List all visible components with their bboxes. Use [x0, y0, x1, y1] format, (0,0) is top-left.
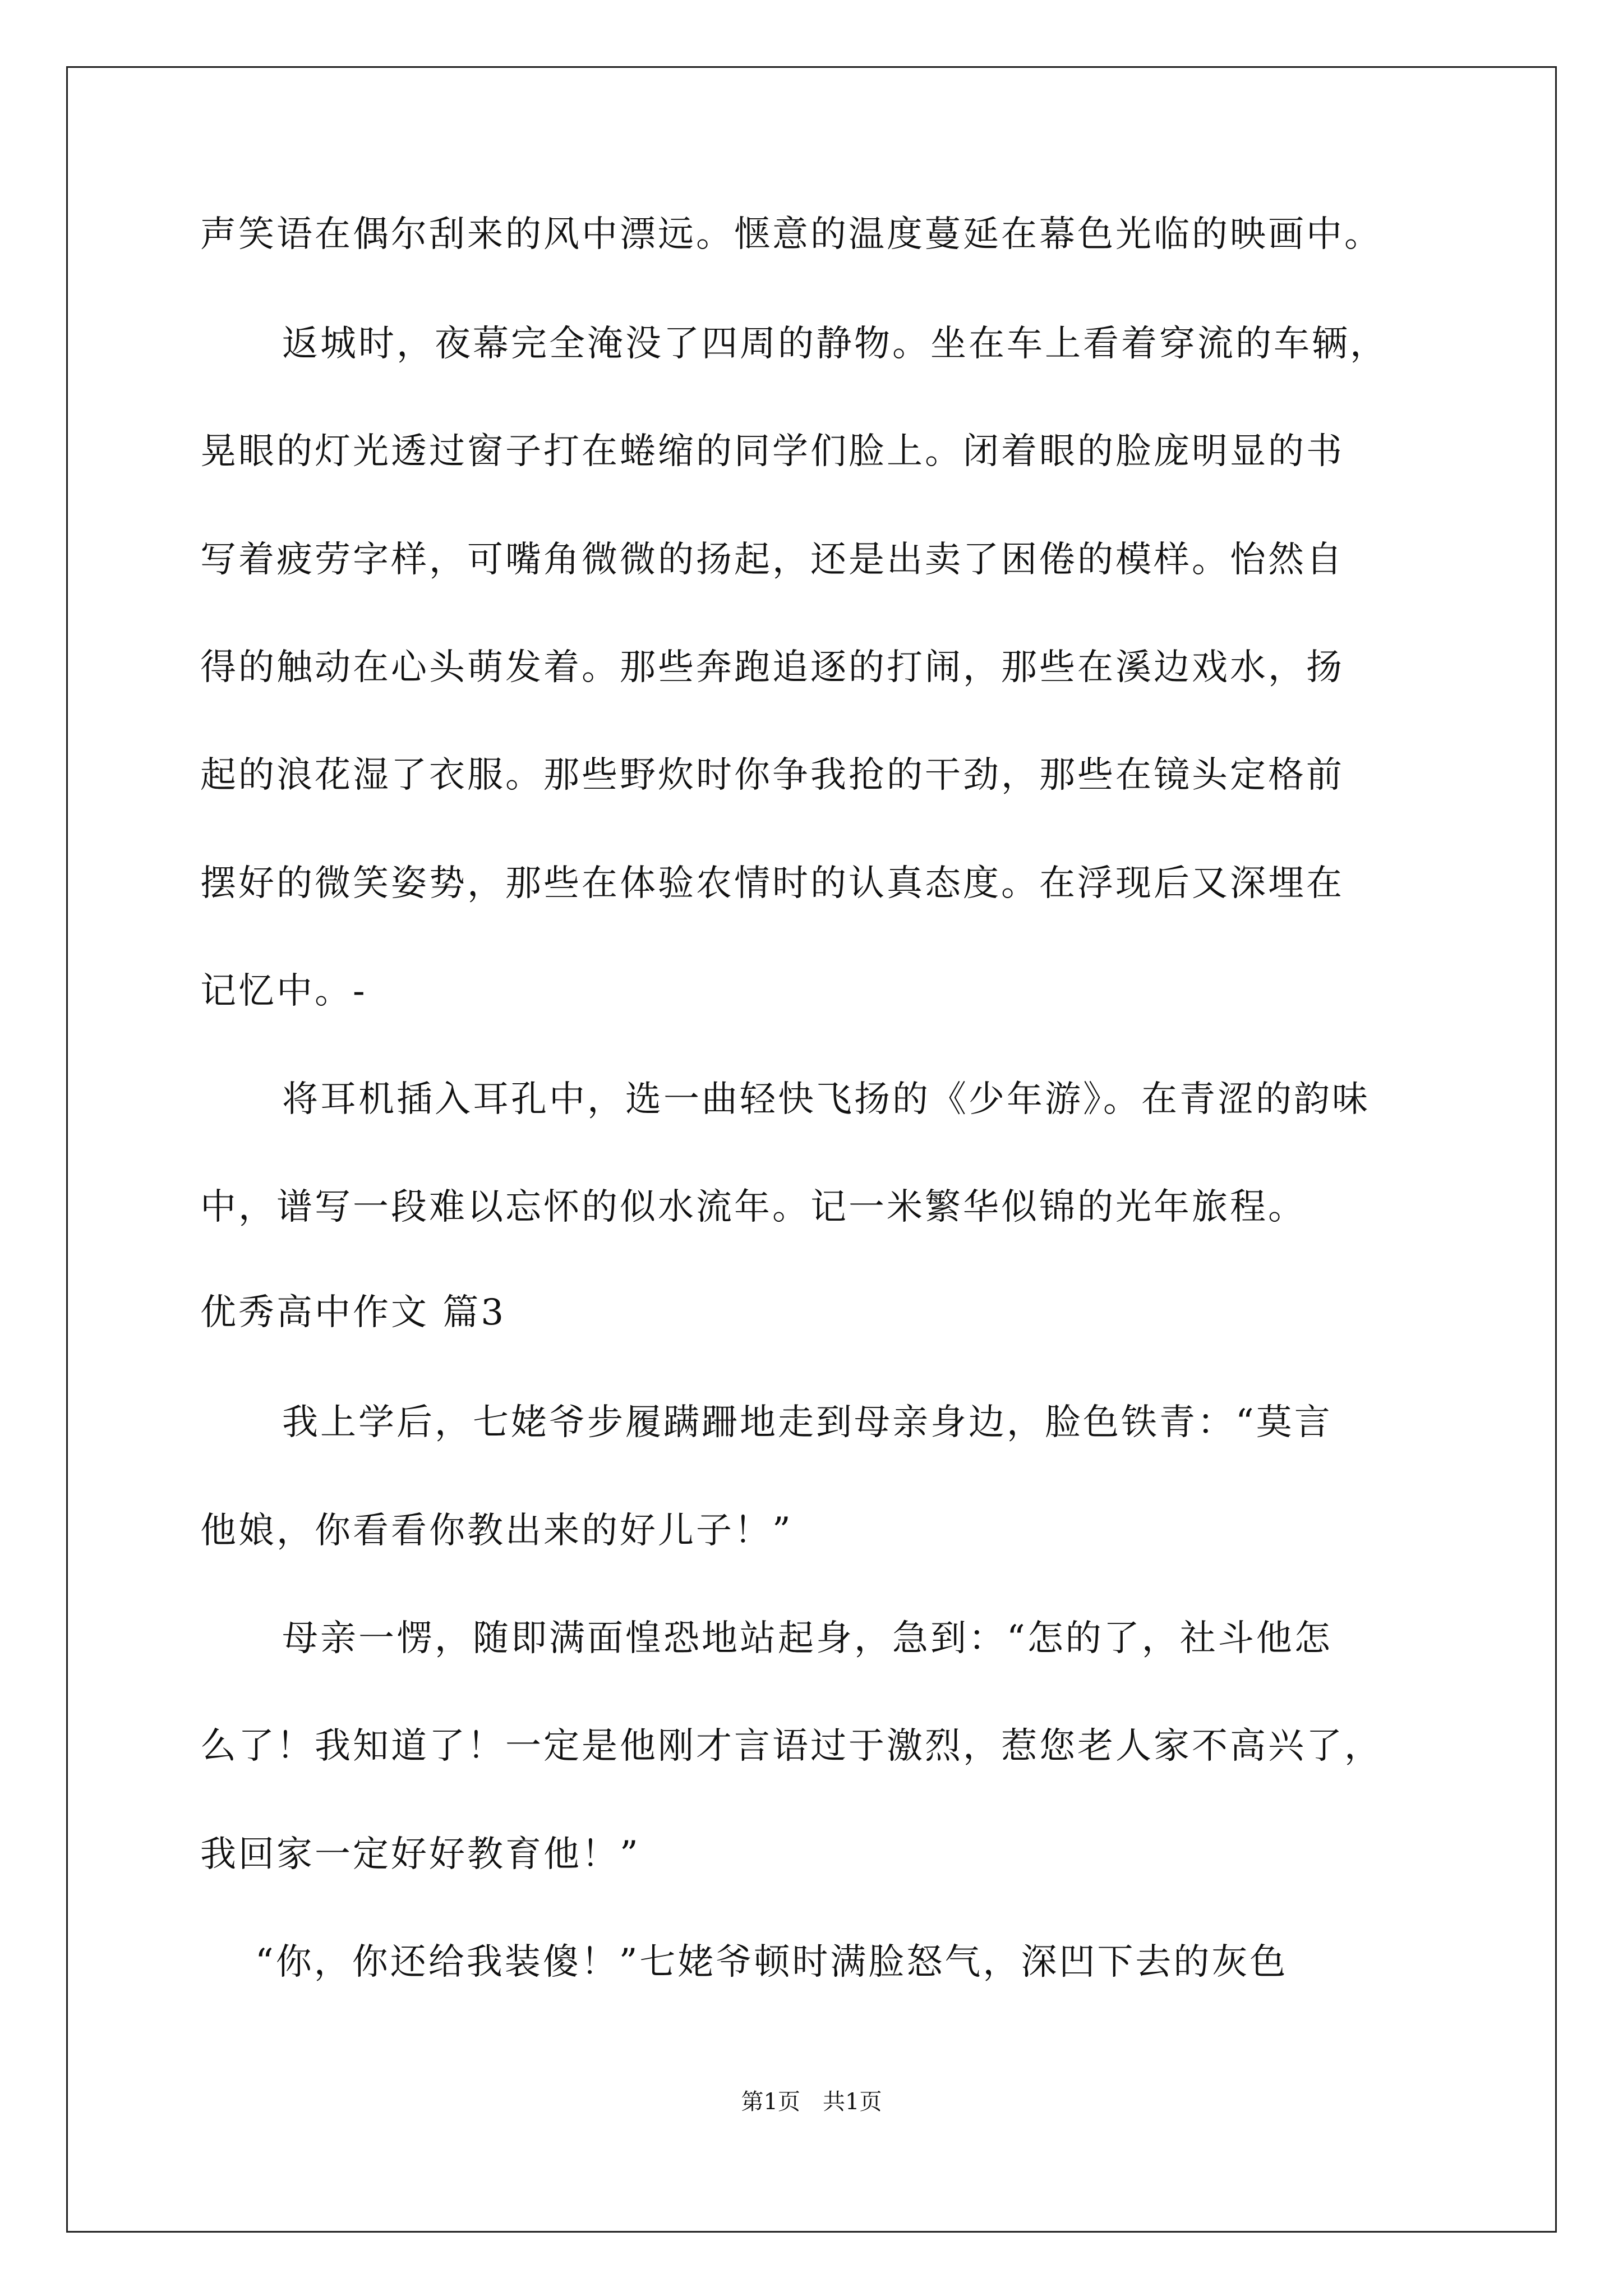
text-line: 他娘，你看看你教出来的好儿子！” [200, 1510, 793, 1552]
text-line: 我回家一定好好教育他！” [200, 1834, 640, 1875]
text-line: 母亲一愣，随即满面惶恐地站起身，急到：“怎的了，社斗他怎 [282, 1618, 1332, 1659]
text-line: 得的触动在心头萌发着。那些奔跑追逐的打闹，那些在溪边戏水，扬 [200, 647, 1344, 688]
text-line: 声笑语在偶尔刮来的风中漂远。惬意的温度蔓延在幕色光临的映画中。 [200, 214, 1382, 255]
text-line: “你，你还给我装傻！”七姥爷顿时满脸怒气，深凹下去的灰色 [255, 1941, 1288, 1983]
page-border [66, 66, 1557, 2233]
page-number-footer: 第1页 共1页 [741, 2089, 882, 2115]
text-line: 我上学后，七姥爷步履蹒跚地走到母亲身边，脸色铁青：“莫言 [282, 1402, 1332, 1443]
text-line: 将耳机插入耳孔中，选一曲轻快飞扬的《少年游》。在青涩的韵味 [282, 1079, 1370, 1120]
text-line: 起的浪花湿了衣服。那些野炊时你争我抢的干劲，那些在镜头定格前 [200, 754, 1344, 796]
text-line: 中，谱写一段难以忘怀的似水流年。记一米繁华似锦的光年旅程。 [200, 1186, 1306, 1228]
text-line: 写着疲劳字样，可嘴角微微的扬起，还是出卖了困倦的模样。怡然自 [200, 539, 1344, 581]
section-heading: 优秀高中作文 篇3 [200, 1292, 506, 1333]
text-line: 晃眼的灯光透过窗子打在蜷缩的同学们脸上。闭着眼的脸庞明显的书 [200, 431, 1344, 472]
text-line: 记忆中。- [200, 970, 367, 1012]
text-line: 么了！我知道了！一定是他刚才言语过于激烈，惹您老人家不高兴了， [200, 1726, 1382, 1767]
text-line: 返城时，夜幕完全淹没了四周的静物。坐在车上看着穿流的车辆， [282, 323, 1388, 365]
text-line: 摆好的微笑姿势，那些在体验农情时的认真态度。在浮现后又深埋在 [200, 863, 1344, 904]
